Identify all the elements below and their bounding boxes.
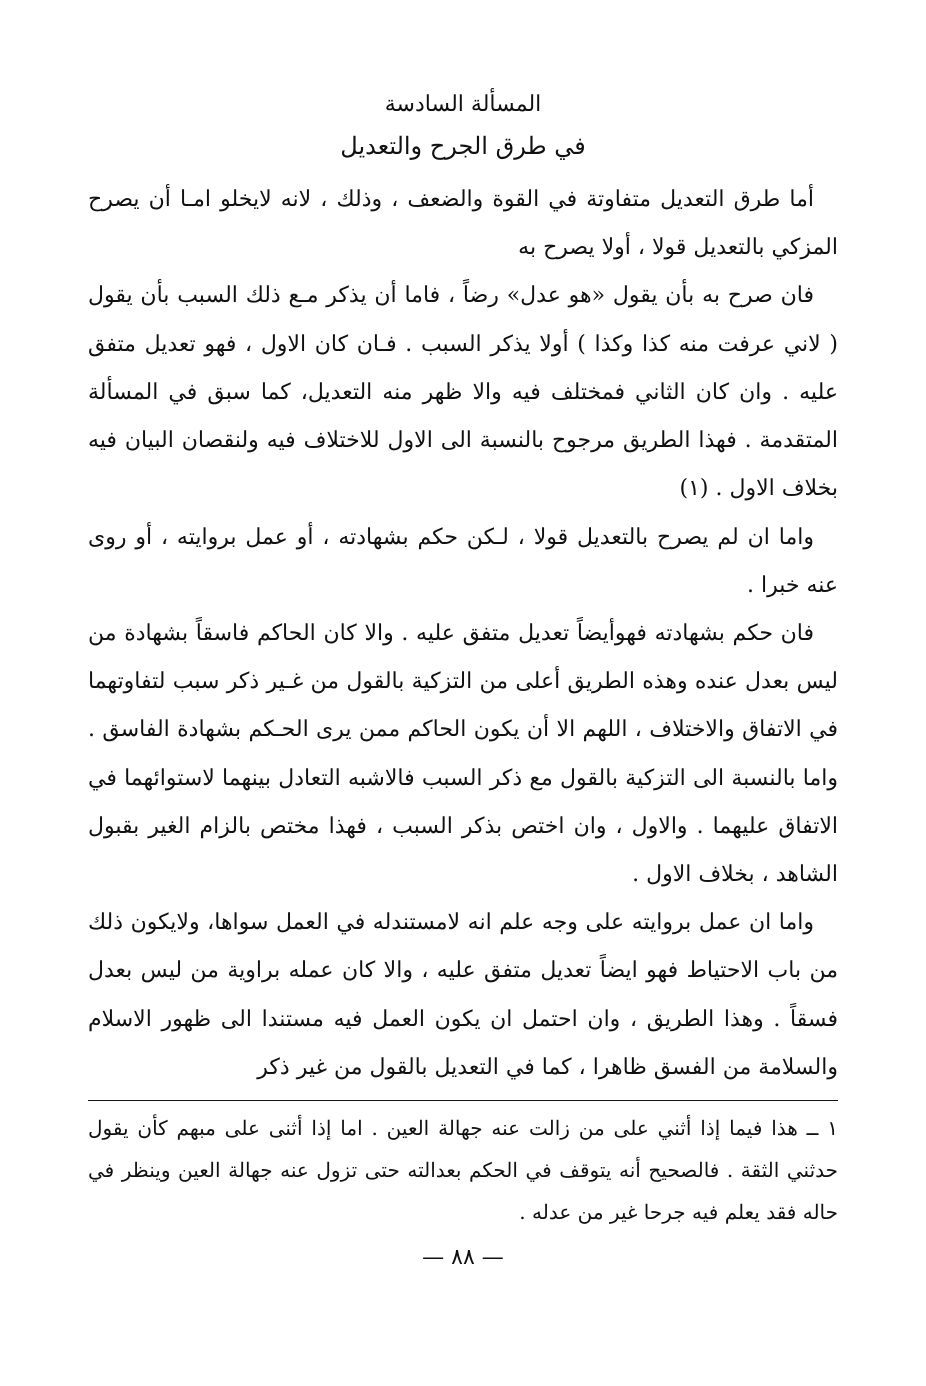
paragraph: فان صرح به بأن يقول «هو عدل» رضاً ، فاما أن يذكر مـع ذلك السبب بأن يقول ( لاني عرفت منه كذا وكذا ) أولا يذكر السبب . فـان كان الاول ، فهو تعديل متفق عليه . وان كان الثاني فمختلف فيه والا ظهر منه التعديل، كما سبق في المسألة المتقدمة . فهذا الطريق مرجوح بالنسبة الى الاول للاختلاف فيه ولنقصان البيان فيه بخلاف الاول . (١) [88, 283, 838, 502]
page-number: — ٨٨ — [422, 1245, 504, 1270]
paragraph: فان حكم بشهادته فهوأيضاً تعديل متفق عليه . والا كان الحاكم فاسقاً بشهادة من ليس بعدل عنده وهذه الطريق أعلى من التزكية بالقول من غـير ذكر سبب لتفاوتهما في الاتفاق والاختلاف ، اللهم الا أن يكون الحاكم ممن يرى الحـكم بشهادة الفاسق . واما بالنسبة الى التزكية بالقول مع ذكر السبب فالاشبه التعادل بينهما لاستوائهما في الاتفاق عليهما . والاول ، وان اختص بذكر السبب ، فهذا مختص بالزام الغير بقبول الشاهد ، بخلاف الاول . [88, 620, 839, 887]
main-text [88, 176, 838, 1092]
book-page [88, 90, 838, 1320]
footnote-divider [88, 1100, 838, 1101]
footnote: ١ ــ هذا فيما إذا أثني على من زالت عنه جهالة العين . اما إذا أثنى على مبهم كأن يقول حدثني الثقة . فالصحيح أنه يتوقف في الحكم بعدالته حتى تزول عنه جهالة العين وينظر في حاله فقد يعلم فيه جرحا غير من عدله . [88, 1115, 838, 1224]
paragraph: واما ان لم يصرح بالتعديل قولا ، لـكن حكم بشهادته ، أو عمل بروايته ، أو روى عنه خبرا . [88, 524, 838, 598]
paragraph: أما طرق التعديل متفاوتة في القوة والضعف ، وذلك ، لانه لايخلو امـا أن يصرح المزكي بالتعديل قولا ، أولا يصرح به [88, 187, 838, 261]
chapter-heading [88, 90, 838, 162]
paragraph: واما ان عمل بروايته على وجه علم انه لامستندله في العمل سواها، ولايكون ذلك من باب الاحتياط فهو ايضاً تعديل متفق عليه ، والا كان عمله براوية من ليس بعدل فسقاً . وهذا الطريق ، وان احتمل ان يكون العمل فيه مستندا الى ظهور الاسلام والسلامة من الفسق ظاهرا ، كما في التعديل بالقول من غير ذكر [88, 910, 838, 1080]
chapter-subtitle: في طرق الجرح والتعديل [340, 131, 586, 160]
chapter-title: المسألة السادسة [384, 92, 542, 117]
